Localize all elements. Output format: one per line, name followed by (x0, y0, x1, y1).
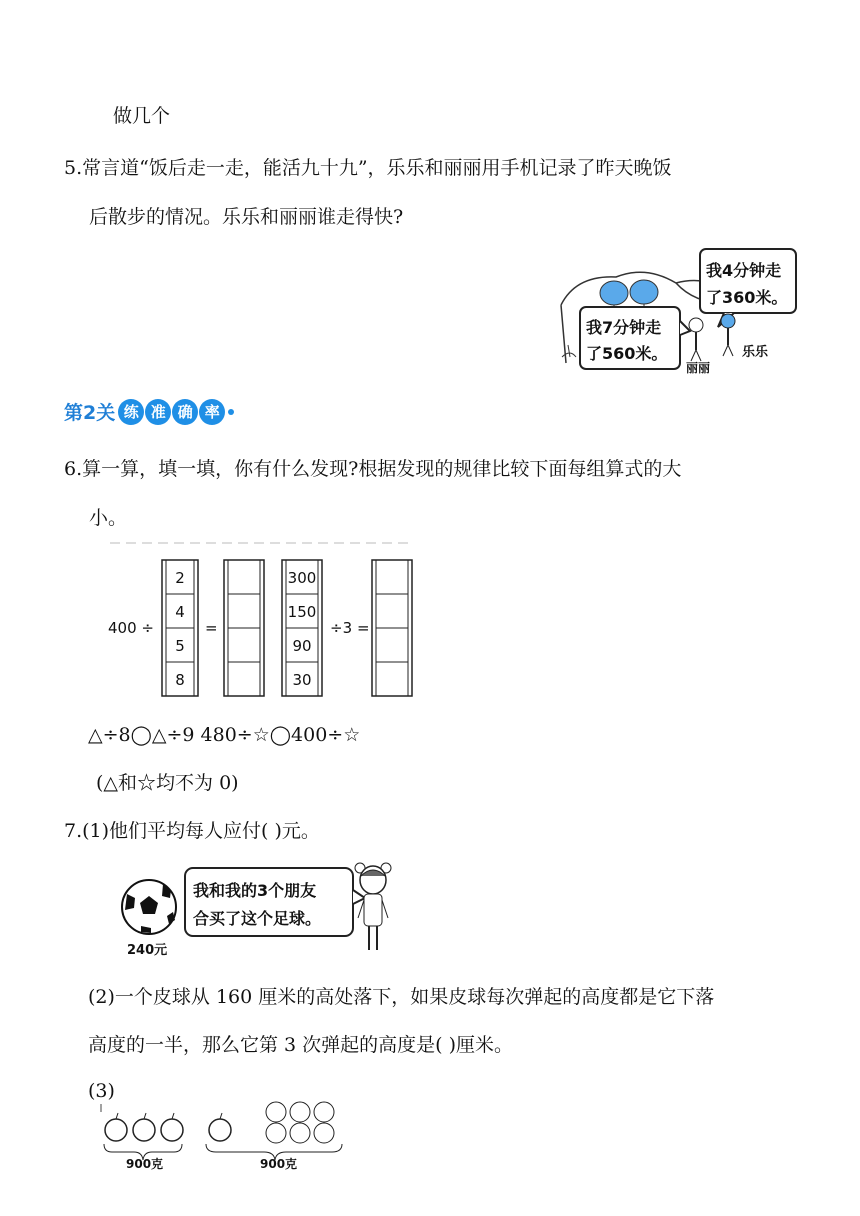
lele-name: 乐乐 (742, 345, 769, 360)
ball-price: 240元 (127, 943, 168, 958)
weight-label-left: 900克 (126, 1157, 164, 1171)
girl-bubble-line-2: 合买了这个足球。 (193, 909, 322, 928)
tree-crown-right (630, 280, 658, 304)
lili-figure-head (689, 318, 703, 332)
girl-figure (355, 863, 391, 950)
division-table (100, 540, 420, 705)
walking-illustration (556, 245, 816, 375)
divisor-1: 2 (175, 569, 185, 587)
dividend-400: 400 ÷ (108, 619, 154, 637)
section-char-4: 率 (199, 399, 225, 425)
lele-figure-head (721, 314, 735, 328)
girl-bubble-line-1: 我和我的3个朋友 (193, 881, 317, 900)
lili-name: 丽丽 (686, 361, 711, 375)
number-4: 30 (292, 671, 312, 689)
continued-text: 做几个 (113, 105, 171, 127)
divide-by-3: ÷3 (330, 619, 353, 637)
weight-label-right: 900克 (260, 1157, 298, 1171)
fruit-weight-illustration (96, 1100, 356, 1172)
number-3: 90 (292, 637, 312, 655)
section-badge-tail (228, 409, 234, 415)
divisor-column (162, 560, 198, 696)
dividend-column (282, 560, 322, 696)
question-5-line-2: 后散步的情况。乐乐和丽丽谁走得快? (89, 206, 404, 228)
section-char-2: 准 (145, 399, 171, 425)
apples-group-left (105, 1113, 183, 1141)
oranges-group (266, 1102, 334, 1143)
section-badge (64, 398, 234, 425)
question-6-line-1: 6.算一算，填一填，你有什么发现?根据发现的规律比较下面每组算式的大 (64, 458, 682, 480)
answer-column-2 (372, 560, 412, 696)
question-7-part-2-line-1: (2)一个皮球从 160 厘米的高处落下，如果皮球每次弹起的高度都是它下落 (88, 986, 715, 1008)
answer-column-1 (224, 560, 264, 696)
section-title: 第2关 (64, 402, 116, 424)
question-7-part-3: (3) (88, 1080, 115, 1102)
lili-bubble-line-1: 我7分钟走 (586, 318, 662, 337)
number-2: 150 (287, 603, 317, 621)
comparison-note: (△和☆均不为 0) (96, 772, 239, 794)
divisor-2: 4 (175, 603, 185, 621)
football-illustration (115, 860, 405, 960)
lili-bubble-line-2: 了560米。 (586, 344, 668, 363)
comparison-expressions: △÷8◯△÷9 480÷☆◯400÷☆ (88, 724, 361, 746)
divisor-3: 5 (175, 637, 185, 655)
section-char-3: 确 (172, 399, 198, 425)
section-char-1: 练 (118, 399, 144, 425)
tree-crown-left (600, 281, 628, 305)
divisor-4: 8 (175, 671, 185, 689)
question-7-part-1: 7.(1)他们平均每人应付( )元。 (64, 820, 320, 842)
number-1: 300 (287, 569, 317, 587)
lele-bubble-line-1: 我4分钟走 (706, 261, 782, 280)
equals-sign-2: = (357, 619, 370, 637)
lele-bubble-line-2: 了360米。 (706, 288, 788, 307)
apple-single (209, 1113, 231, 1141)
question-5-line-1: 5.常言道“饭后走一走，能活九十九”，乐乐和丽丽用手机记录了昨天晚饭 (64, 157, 672, 179)
question-7-part-2-line-2: 高度的一半，那么它第 3 次弹起的高度是( )厘米。 (88, 1034, 514, 1056)
question-6-line-2: 小。 (89, 507, 128, 529)
equals-sign-1: = (205, 619, 218, 637)
